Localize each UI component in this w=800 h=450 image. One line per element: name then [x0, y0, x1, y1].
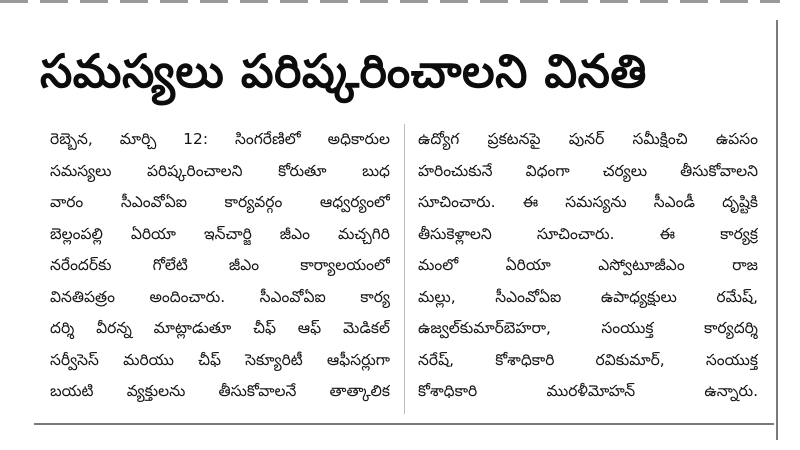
body-line: సమస్యలు పరిష్కరించాలని కోరుతూ బుధ: [50, 161, 390, 180]
bottom-rule: [34, 423, 774, 425]
headline: సమస్యలు పరిష్కరించాలని వినతి: [40, 44, 647, 98]
body-line: ఉద్యోగ ప్రకటనపై పునర్ సమీక్షించి ఉపసం: [418, 130, 758, 148]
body-line: దర్శి వీరన్న మాట్లాడుతూ చీఫ్ ఆఫ్ మెడికల్: [50, 319, 390, 337]
left-column: [50, 124, 390, 416]
body-line: సూచించారు. ఈ సమస్యను సీఎండీ దృష్టికి: [418, 193, 758, 211]
body-line: హరించుకునే విధంగా చర్యలు తీసుకోవాలని: [418, 161, 758, 180]
body-line: నరేష్, కోశాధికారి రవికుమార్, సంయుక్త: [418, 350, 758, 369]
column-divider: [404, 124, 405, 414]
right-column: [418, 124, 758, 416]
top-rule: [0, 0, 780, 3]
body-line: వినతిపత్రం అందించారు. సీఎంవోఏఐ కార్య: [50, 287, 390, 306]
body-line: తీసుకెళ్లాలని సూచించారు. ఈ కార్యక్ర: [418, 224, 758, 243]
body-line: మల్లు, సీఎంవోఏఐ ఉపాధ్యక్షులు రమేష్,: [418, 287, 758, 306]
body-line: నరేందర్‌కు గోలేటి జీఎం కార్యాలయంలో: [50, 256, 390, 274]
body-line: రెబ్బెన, మార్చి 12: సింగరేణిలో అధికారుల: [50, 130, 390, 148]
body-line: బెల్లంపల్లి ఏరియా ఇన్‌చార్జి జీఎం మచ్చగిరి: [50, 224, 390, 243]
right-column-rule: [776, 20, 778, 440]
body-line: కోశాధికారి మురళీమోహన్ ఉన్నారు.: [418, 382, 758, 400]
body-line: మంలో ఏరియా ఎస్వోటూజీఎం రాజ: [418, 256, 758, 274]
body-line: ఉజ్వల్‌కుమార్‌బెహరా, సంయుక్త కార్యదర్శి: [418, 319, 758, 337]
body-line: వారం సీఎంవోఏఐ కార్యవర్గం ఆధ్వర్యంలో: [50, 193, 390, 211]
body-line: బయటి వ్యక్తులను తీసుకోవాలనే తాత్కాలిక: [50, 382, 390, 400]
body-line: సర్వీసెస్ మరియు చీఫ్ సెక్యూరిటీ ఆఫీసర్లుగా: [50, 350, 390, 369]
